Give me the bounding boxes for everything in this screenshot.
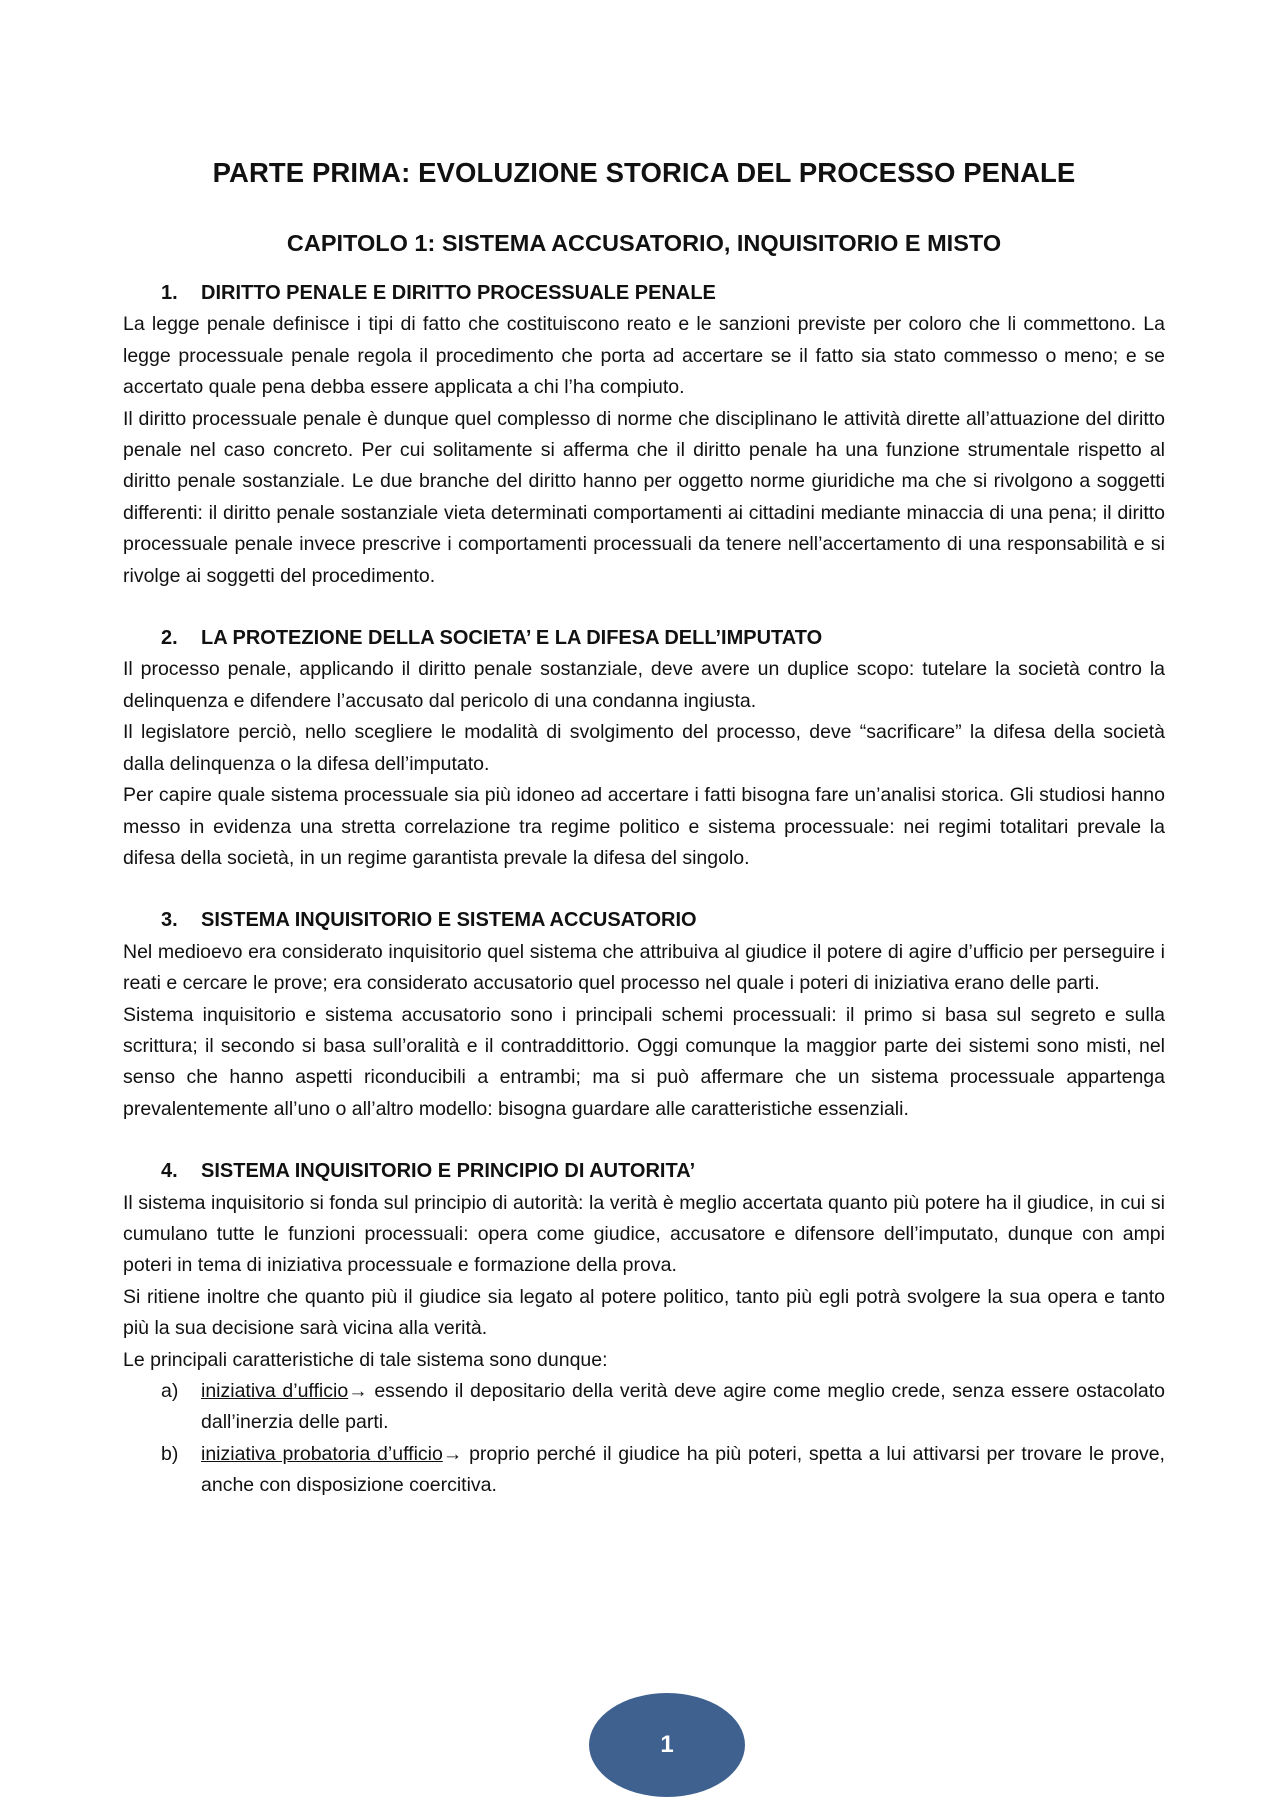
list-marker: b) <box>161 1442 179 1465</box>
chapter-title: CAPITOLO 1: SISTEMA ACCUSATORIO, INQUISITORIO E MISTO <box>286 230 1002 256</box>
paragraph: Nel medioevo era considerato inquisitorio quel sistema che attribuiva al giudice il potere di agire d’ufficio per perseguire i reati e cercare le prove; era considerato accusatorio quel processo nel quale i poteri di iniziativa erano delle parti. <box>123 940 1165 995</box>
paragraph: Il legislatore perciò, nello scegliere le modalità di svolgimento del processo, deve “sacrificare” la difesa della società dalla delinquenza o la difesa dell’imputato. <box>123 721 1165 775</box>
list-term: iniziativa d’ufficio <box>201 1380 349 1402</box>
page-content <box>123 156 1165 1533</box>
list-item <box>123 1439 1165 1502</box>
paragraph: Si ritiene inoltre che quanto più il giudice sia legato al potere politico, tanto più egli potrà svolgere la sua opera e tanto più la sua decisione sarà vicina alla verità. <box>123 1285 1165 1340</box>
paragraph: Sistema inquisitorio e sistema accusatorio sono i principali schemi processuali: il primo si basa sul segreto e sulla scrittura; il secondo si basa sull’oralità e il contraddittorio. Oggi comunque la maggior parte dei sistemi sono misti, nel senso che hanno aspetti riconducibili a entrambi; ma si può affermare che un sistema processuale appartenga prevalentemente all’uno o all’altro modello: bisogna guardare alle caratteristiche essenziali. <box>123 1003 1165 1120</box>
section-heading <box>123 623 1165 654</box>
section-heading <box>123 278 1165 309</box>
paragraph: Il diritto processuale penale è dunque quel complesso di norme che disciplinano le attività dirette all’attuazione del diritto penale nel caso concreto. Per cui solitamente si afferma che il diritto penale ha una funzione strumentale rispetto al diritto penale sostanziale. Le due branche del diritto hanno per oggetto norme giuridiche ma che si rivolgono a soggetti differenti: il diritto penale sostanziale vieta determinati comportamenti ai cittadini mediante minaccia di una pena; il diritto processuale penale invece prescrive i comportamenti processuali da tenere nell’accertamento di una responsabilità e si rivolge ai soggetti del procedimento. <box>123 407 1165 587</box>
paragraph: La legge penale definisce i tipi di fatto che costituiscono reato e le sanzioni previste per coloro che li commettono. La legge processuale penale regola il procedimento che porta ad accertare se il fatto sia stato commesso o meno; e se accertato quale pena debba essere applicata a chi l’ha compiuto. <box>123 313 1165 399</box>
section-number: 1. <box>161 282 178 304</box>
section-title: DIRITTO PENALE E DIRITTO PROCESSUALE PENALE <box>201 282 716 304</box>
section-4 <box>123 1156 1165 1501</box>
section-number: 3. <box>161 909 178 932</box>
list-item-body <box>201 1439 1165 1502</box>
part-title: PARTE PRIMA: EVOLUZIONE STORICA DEL PROCESSO PENALE <box>212 157 1076 188</box>
section-title: LA PROTEZIONE DELLA SOCIETA’ E LA DIFESA DELL’IMPUTATO <box>201 627 823 650</box>
paragraph: Le principali caratteristiche di tale sistema sono dunque: <box>123 1348 608 1371</box>
list-text: proprio perché il giudice ha più poteri, spetta a lui attivarsi per trovare le prove, anche con disposizione coercitiva. <box>201 1442 1165 1497</box>
section-title: SISTEMA INQUISITORIO E PRINCIPIO DI AUTORITA’ <box>201 1160 696 1183</box>
paragraph: Il processo penale, applicando il diritto penale sostanziale, deve avere un duplice scopo: tutelare la società contro la delinquenza e difendere l’accusato dal pericolo di una condanna ingiusta. <box>123 658 1165 712</box>
section-number: 4. <box>161 1160 178 1183</box>
paragraph: Per capire quale sistema processuale sia più idoneo ad accertare i fatti bisogna fare un’analisi storica. Gli studiosi hanno messo in evidenza una stretta correlazione tra regime politico e sistema processuale: nei regimi totalitari prevale la difesa della società, in un regime garantista prevale la difesa del singolo. <box>123 784 1165 869</box>
list-marker: a) <box>161 1380 179 1402</box>
page-number-badge: 1 <box>589 1693 745 1797</box>
section-heading <box>123 905 1165 936</box>
arrow-icon: → <box>348 1380 368 1402</box>
section-heading <box>123 1156 1165 1187</box>
list-item <box>123 1376 1165 1439</box>
section-1 <box>123 278 1165 592</box>
list-item-body <box>201 1376 1165 1439</box>
section-2 <box>123 623 1165 874</box>
paragraph: Il sistema inquisitorio si fonda sul principio di autorità: la verità è meglio accertata quanto più potere ha il giudice, in cui si cumulano tutte le funzioni processuali: opera come giudice, accusatore e difensore dell’imputato, dunque con ampi poteri in tema di iniziativa processuale e formazione della prova. <box>123 1191 1165 1277</box>
section-title: SISTEMA INQUISITORIO E SISTEMA ACCUSATORIO <box>201 909 697 932</box>
section-number: 2. <box>161 627 178 650</box>
arrow-icon: → <box>442 1442 463 1465</box>
section-3 <box>123 905 1165 1125</box>
list-text: essendo il depositario della verità deve agire come meglio crede, senza essere ostacolato dall’inerzia delle parti. <box>201 1380 1165 1434</box>
list-term: iniziativa probatoria d’ufficio <box>201 1442 443 1465</box>
characteristics-list <box>123 1376 1165 1502</box>
